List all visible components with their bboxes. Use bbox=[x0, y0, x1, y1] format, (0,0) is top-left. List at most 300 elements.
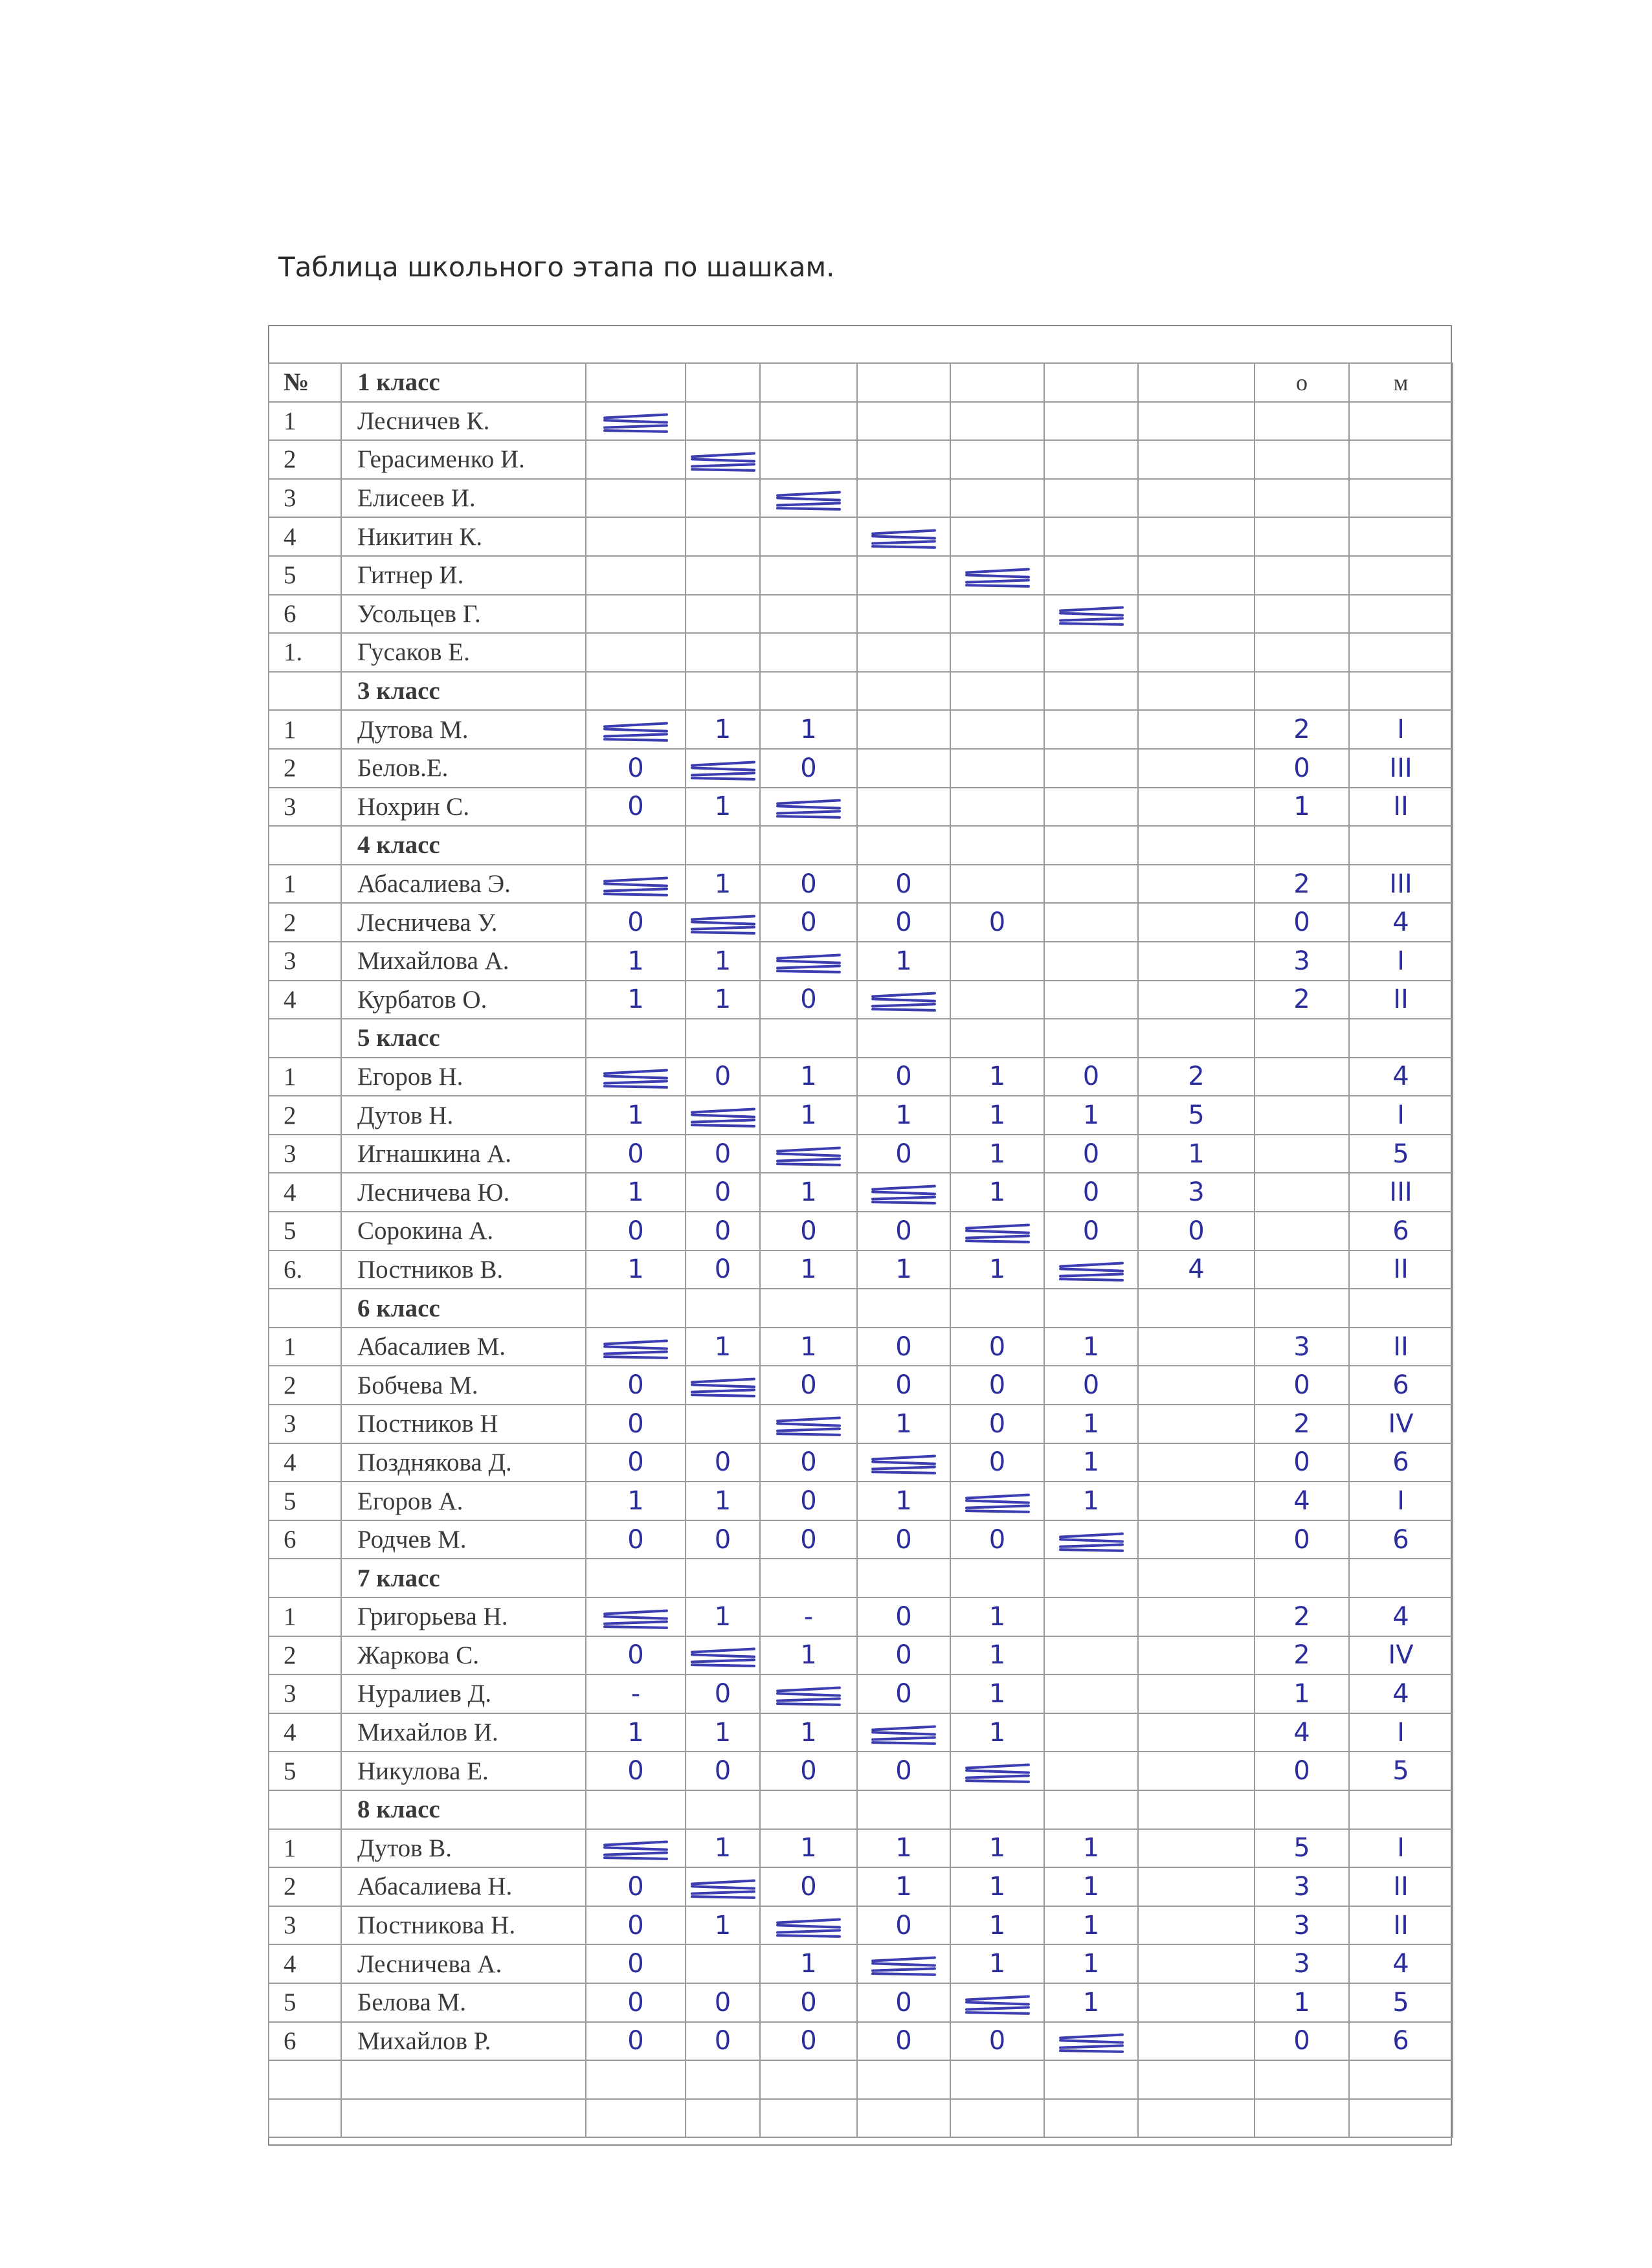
empty-cell bbox=[269, 2099, 341, 2138]
game-result-cell bbox=[1044, 981, 1138, 1019]
game-result-cell: 0 bbox=[950, 1405, 1044, 1443]
game-result-cell: 1 bbox=[586, 981, 686, 1019]
game-result-cell: 1 bbox=[950, 1058, 1044, 1096]
player-row bbox=[269, 1597, 1453, 1636]
game-result-cell: 0 bbox=[760, 865, 857, 904]
player-number: 3 bbox=[269, 942, 341, 981]
empty-cell bbox=[857, 2060, 950, 2099]
game-result-cell: 1 bbox=[950, 1906, 1044, 1945]
game-result-cell: 1 bbox=[686, 1829, 760, 1868]
empty-row bbox=[269, 2060, 1453, 2099]
game-result-cell: 1 bbox=[1044, 1405, 1138, 1443]
game-result-cell: 0 bbox=[686, 1443, 760, 1482]
game-result-cell bbox=[950, 440, 1044, 479]
game-result-cell: 1 bbox=[686, 710, 760, 749]
player-row bbox=[269, 749, 1453, 788]
class-header-empty-cell bbox=[1138, 672, 1255, 711]
player-row bbox=[269, 1096, 1453, 1135]
game-result-cell: 0 bbox=[857, 1328, 950, 1366]
player-row bbox=[269, 865, 1453, 904]
player-row bbox=[269, 1829, 1453, 1868]
empty-cell bbox=[950, 2060, 1044, 2099]
place-cell: I bbox=[1349, 1829, 1453, 1868]
place-cell: II bbox=[1349, 981, 1453, 1019]
game-result-cell: 1 bbox=[950, 1944, 1044, 1983]
class-label: 8 класс bbox=[341, 1790, 586, 1829]
class-header-empty-cell bbox=[950, 826, 1044, 865]
points-cell: 4 bbox=[1255, 1482, 1349, 1520]
class-header-empty-cell bbox=[857, 1559, 950, 1597]
class-header-empty-cell bbox=[1349, 672, 1453, 711]
points-cell bbox=[1255, 633, 1349, 672]
points-cell bbox=[1255, 479, 1349, 518]
crossed-out-mark bbox=[603, 1337, 668, 1359]
game-result-cell bbox=[857, 479, 950, 518]
player-row bbox=[269, 2022, 1453, 2061]
game-result-cell: 0 bbox=[857, 1135, 950, 1173]
crossed-out-mark bbox=[1059, 2031, 1124, 2053]
game-result-cell: 1 bbox=[586, 1251, 686, 1289]
points-cell bbox=[1255, 440, 1349, 479]
player-name: Дутов В. bbox=[341, 1829, 586, 1868]
self-game-cell bbox=[857, 981, 950, 1019]
game-result-cell bbox=[1138, 1520, 1255, 1559]
game-result-cell: 0 bbox=[686, 1520, 760, 1559]
game-result-cell bbox=[1138, 1751, 1255, 1790]
empty-cell bbox=[1044, 2099, 1138, 2138]
class-label: 4 класс bbox=[341, 826, 586, 865]
self-game-cell bbox=[950, 556, 1044, 595]
player-name: Дутов Н. bbox=[341, 1096, 586, 1135]
game-result-cell bbox=[857, 710, 950, 749]
game-result-cell: 0 bbox=[686, 1212, 760, 1251]
player-name: Сорокина А. bbox=[341, 1212, 586, 1251]
game-result-cell: 0 bbox=[857, 1212, 950, 1251]
game-result-cell bbox=[950, 595, 1044, 634]
class-header-empty-cell bbox=[950, 1559, 1044, 1597]
points-cell: 1 bbox=[1255, 1674, 1349, 1713]
class-header-empty-cell bbox=[1255, 826, 1349, 865]
class-header-empty-cell bbox=[586, 1559, 686, 1597]
self-game-cell bbox=[760, 479, 857, 518]
game-result-cell: 1 bbox=[760, 1058, 857, 1096]
points-cell bbox=[1255, 1212, 1349, 1251]
player-row bbox=[269, 556, 1453, 595]
game-result-cell bbox=[1138, 981, 1255, 1019]
place-cell: I bbox=[1349, 1482, 1453, 1520]
game-result-cell: 0 bbox=[586, 749, 686, 788]
player-number: 4 bbox=[269, 1944, 341, 1983]
place-cell bbox=[1349, 633, 1453, 672]
crossed-out-mark bbox=[603, 411, 668, 433]
crossed-out-mark bbox=[776, 1684, 841, 1706]
game-result-cell: 0 bbox=[586, 1135, 686, 1173]
player-name: Бобчева М. bbox=[341, 1366, 586, 1405]
header-empty-cell bbox=[857, 363, 950, 402]
game-result-cell: 0 bbox=[686, 1251, 760, 1289]
player-row bbox=[269, 1443, 1453, 1482]
game-result-cell: 0 bbox=[857, 2022, 950, 2061]
player-name: Михайлов Р. bbox=[341, 2022, 586, 2061]
game-result-cell: 0 bbox=[950, 1520, 1044, 1559]
game-result-cell: 1 bbox=[586, 942, 686, 981]
place-cell: 4 bbox=[1349, 1058, 1453, 1096]
game-result-cell: 1 bbox=[950, 1829, 1044, 1868]
player-number: 2 bbox=[269, 1366, 341, 1405]
class-header-empty-cell bbox=[857, 672, 950, 711]
game-result-cell: 1 bbox=[686, 1482, 760, 1520]
game-result-cell bbox=[1138, 903, 1255, 942]
class-header-empty-cell bbox=[1349, 826, 1453, 865]
player-row bbox=[269, 1906, 1453, 1945]
player-row bbox=[269, 1366, 1453, 1405]
place-cell: III bbox=[1349, 865, 1453, 904]
points-cell: 2 bbox=[1255, 710, 1349, 749]
game-result-cell: 1 bbox=[686, 1328, 760, 1366]
game-result-cell bbox=[1138, 595, 1255, 634]
game-result-cell bbox=[1138, 556, 1255, 595]
class-header-empty-cell bbox=[586, 672, 686, 711]
self-game-cell bbox=[686, 440, 760, 479]
player-number: 3 bbox=[269, 479, 341, 518]
game-result-cell bbox=[1044, 865, 1138, 904]
class-header-empty-cell bbox=[1138, 1559, 1255, 1597]
player-row bbox=[269, 1482, 1453, 1520]
game-result-cell bbox=[1138, 1366, 1255, 1405]
class-header-empty-cell bbox=[686, 826, 760, 865]
points-cell bbox=[1255, 1173, 1349, 1212]
header-empty-cell bbox=[760, 363, 857, 402]
points-cell: 2 bbox=[1255, 1636, 1349, 1675]
player-name: Позднякова Д. bbox=[341, 1443, 586, 1482]
place-cell: II bbox=[1349, 1328, 1453, 1366]
points-cell: 5 bbox=[1255, 1829, 1349, 1868]
game-result-cell bbox=[586, 633, 686, 672]
game-result-cell bbox=[1138, 1443, 1255, 1482]
player-number: 3 bbox=[269, 1135, 341, 1173]
class-header-row bbox=[269, 1019, 1453, 1058]
player-name: Герасименко И. bbox=[341, 440, 586, 479]
game-result-cell: 1 bbox=[686, 1906, 760, 1945]
points-cell bbox=[1255, 1058, 1349, 1096]
game-result-cell bbox=[686, 1944, 760, 1983]
place-cell: 5 bbox=[1349, 1135, 1453, 1173]
crossed-out-mark bbox=[603, 1607, 668, 1629]
game-result-cell: 0 bbox=[857, 1983, 950, 2022]
player-row bbox=[269, 517, 1453, 556]
game-result-cell: 1 bbox=[686, 788, 760, 827]
place-cell: 6 bbox=[1349, 1366, 1453, 1405]
place-cell bbox=[1349, 556, 1453, 595]
crossed-out-mark bbox=[776, 1144, 841, 1166]
game-result-cell bbox=[950, 788, 1044, 827]
game-result-cell bbox=[950, 633, 1044, 672]
header-empty-cell bbox=[586, 363, 686, 402]
crossed-out-mark bbox=[603, 874, 668, 896]
player-name: Игнашкина А. bbox=[341, 1135, 586, 1173]
game-result-cell: 0 bbox=[760, 903, 857, 942]
self-game-cell bbox=[760, 1906, 857, 1945]
game-result-cell: 0 bbox=[586, 788, 686, 827]
points-cell: 3 bbox=[1255, 1944, 1349, 1983]
points-cell: 2 bbox=[1255, 981, 1349, 1019]
self-game-cell bbox=[586, 865, 686, 904]
player-row bbox=[269, 633, 1453, 672]
game-result-cell bbox=[760, 517, 857, 556]
header-empty-cell bbox=[686, 363, 760, 402]
empty-cell bbox=[1138, 2099, 1255, 2138]
class-header-empty-cell bbox=[686, 1790, 760, 1829]
class-header-row bbox=[269, 1790, 1453, 1829]
self-game-cell bbox=[857, 1173, 950, 1212]
player-number: 5 bbox=[269, 1212, 341, 1251]
game-result-cell bbox=[1044, 1636, 1138, 1675]
player-row bbox=[269, 1751, 1453, 1790]
self-game-cell bbox=[686, 903, 760, 942]
game-result-cell bbox=[950, 749, 1044, 788]
self-game-cell bbox=[760, 1135, 857, 1173]
crossed-out-mark bbox=[603, 1838, 668, 1860]
game-result-cell: 0 bbox=[686, 1674, 760, 1713]
player-name: Гитнер И. bbox=[341, 556, 586, 595]
player-number: 5 bbox=[269, 1751, 341, 1790]
player-row bbox=[269, 479, 1453, 518]
place-cell: I bbox=[1349, 1713, 1453, 1752]
player-name: Егоров Н. bbox=[341, 1058, 586, 1096]
empty-cell bbox=[586, 2060, 686, 2099]
class-label: 5 класс bbox=[341, 1019, 586, 1058]
game-result-cell bbox=[586, 479, 686, 518]
class-header-empty-cell bbox=[950, 1019, 1044, 1058]
points-cell: 0 bbox=[1255, 1366, 1349, 1405]
player-number: 4 bbox=[269, 1173, 341, 1212]
player-row bbox=[269, 1135, 1453, 1173]
self-game-cell bbox=[686, 1867, 760, 1906]
game-result-cell: 0 bbox=[760, 1867, 857, 1906]
player-row bbox=[269, 1636, 1453, 1675]
game-result-cell: 0 bbox=[950, 1328, 1044, 1366]
player-number: 2 bbox=[269, 903, 341, 942]
class-header-num bbox=[269, 1019, 341, 1058]
results-table bbox=[268, 362, 1453, 2138]
game-result-cell: - bbox=[760, 1597, 857, 1636]
game-result-cell bbox=[857, 440, 950, 479]
empty-cell bbox=[950, 2099, 1044, 2138]
class-label: 3 класс bbox=[341, 672, 586, 711]
game-result-cell: 1 bbox=[586, 1482, 686, 1520]
player-number: 4 bbox=[269, 517, 341, 556]
class-header-empty-cell bbox=[1255, 1790, 1349, 1829]
place-cell bbox=[1349, 402, 1453, 441]
game-result-cell bbox=[1138, 2022, 1255, 2061]
game-result-cell: 0 bbox=[686, 1135, 760, 1173]
player-row bbox=[269, 402, 1453, 441]
player-name: Постников Н bbox=[341, 1405, 586, 1443]
game-result-cell: 1 bbox=[760, 1944, 857, 1983]
header-row bbox=[269, 363, 1453, 402]
player-name: Елисеев И. bbox=[341, 479, 586, 518]
class-header-empty-cell bbox=[1349, 1289, 1453, 1328]
points-cell: 2 bbox=[1255, 1405, 1349, 1443]
class-header-row bbox=[269, 1289, 1453, 1328]
class-header-empty-cell bbox=[760, 1289, 857, 1328]
game-result-cell bbox=[586, 595, 686, 634]
points-cell: 4 bbox=[1255, 1713, 1349, 1752]
game-result-cell: 0 bbox=[686, 2022, 760, 2061]
crossed-out-mark bbox=[691, 1877, 755, 1899]
game-result-cell bbox=[686, 479, 760, 518]
class-header-empty-cell bbox=[1138, 1790, 1255, 1829]
game-result-cell bbox=[950, 865, 1044, 904]
player-number: 4 bbox=[269, 981, 341, 1019]
header-empty-cell bbox=[950, 363, 1044, 402]
game-result-cell: 1 bbox=[586, 1713, 686, 1752]
player-number: 1 bbox=[269, 1597, 341, 1636]
crossed-out-mark bbox=[1059, 604, 1124, 626]
empty-cell bbox=[686, 2060, 760, 2099]
player-row bbox=[269, 981, 1453, 1019]
game-result-cell: 1 bbox=[1044, 1906, 1138, 1945]
game-result-cell: 1 bbox=[950, 1674, 1044, 1713]
game-result-cell bbox=[1044, 402, 1138, 441]
game-result-cell bbox=[1138, 1983, 1255, 2022]
self-game-cell bbox=[586, 1328, 686, 1366]
class-header-empty-cell bbox=[760, 826, 857, 865]
self-game-cell bbox=[1044, 595, 1138, 634]
crossed-out-mark bbox=[776, 1916, 841, 1938]
self-game-cell bbox=[950, 1983, 1044, 2022]
place-cell bbox=[1349, 440, 1453, 479]
crossed-out-mark bbox=[691, 1375, 755, 1397]
place-cell: I bbox=[1349, 1096, 1453, 1135]
game-result-cell: 0 bbox=[950, 2022, 1044, 2061]
game-result-cell bbox=[1044, 440, 1138, 479]
place-cell: III bbox=[1349, 749, 1453, 788]
game-result-cell bbox=[1138, 633, 1255, 672]
self-game-cell bbox=[857, 517, 950, 556]
player-number: 1 bbox=[269, 1328, 341, 1366]
player-number: 2 bbox=[269, 1867, 341, 1906]
game-result-cell bbox=[1044, 1597, 1138, 1636]
self-game-cell bbox=[586, 1829, 686, 1868]
results-table-body bbox=[269, 363, 1453, 2137]
game-result-cell bbox=[950, 402, 1044, 441]
game-result-cell bbox=[586, 517, 686, 556]
game-result-cell: 1 bbox=[950, 1597, 1044, 1636]
game-result-cell: 1 bbox=[950, 1173, 1044, 1212]
game-result-cell bbox=[760, 556, 857, 595]
self-game-cell bbox=[760, 942, 857, 981]
game-result-cell bbox=[950, 479, 1044, 518]
game-result-cell: 4 bbox=[1138, 1251, 1255, 1289]
game-result-cell: 0 bbox=[857, 865, 950, 904]
game-result-cell: 1 bbox=[586, 1096, 686, 1135]
player-name: Лесничев К. bbox=[341, 402, 586, 441]
class-header-empty-cell bbox=[1255, 1559, 1349, 1597]
game-result-cell bbox=[586, 556, 686, 595]
place-cell: I bbox=[1349, 942, 1453, 981]
points-cell: 0 bbox=[1255, 2022, 1349, 2061]
points-cell: 3 bbox=[1255, 1328, 1349, 1366]
game-result-cell bbox=[950, 981, 1044, 1019]
class-header-empty-cell bbox=[1044, 826, 1138, 865]
class-header-empty-cell bbox=[586, 1019, 686, 1058]
game-result-cell bbox=[1138, 942, 1255, 981]
place-cell: II bbox=[1349, 1867, 1453, 1906]
game-result-cell bbox=[760, 633, 857, 672]
game-result-cell bbox=[760, 402, 857, 441]
game-result-cell: 5 bbox=[1138, 1096, 1255, 1135]
player-name: Абасалиева Э. bbox=[341, 865, 586, 904]
game-result-cell: 0 bbox=[857, 1597, 950, 1636]
player-name: Нохрин С. bbox=[341, 788, 586, 827]
crossed-out-mark bbox=[965, 1761, 1030, 1783]
player-name: Лесничева А. bbox=[341, 1944, 586, 1983]
game-result-cell: 0 bbox=[586, 1443, 686, 1482]
crossed-out-mark bbox=[776, 489, 841, 511]
game-result-cell bbox=[950, 710, 1044, 749]
game-result-cell: 1 bbox=[1044, 1443, 1138, 1482]
place-cell: IV bbox=[1349, 1405, 1453, 1443]
empty-cell bbox=[269, 2060, 341, 2099]
game-result-cell: 1 bbox=[857, 1482, 950, 1520]
player-number: 1. bbox=[269, 633, 341, 672]
empty-cell bbox=[341, 2099, 586, 2138]
game-result-cell: 0 bbox=[1044, 1212, 1138, 1251]
game-result-cell: 1 bbox=[950, 1135, 1044, 1173]
game-result-cell bbox=[857, 595, 950, 634]
crossed-out-mark bbox=[871, 1183, 936, 1205]
game-result-cell: 1 bbox=[686, 1713, 760, 1752]
game-result-cell bbox=[686, 1405, 760, 1443]
game-result-cell: 0 bbox=[586, 1636, 686, 1675]
player-row bbox=[269, 1405, 1453, 1443]
player-name: Абасалиева Н. bbox=[341, 1867, 586, 1906]
player-number: 2 bbox=[269, 440, 341, 479]
game-result-cell bbox=[1138, 788, 1255, 827]
player-number: 6 bbox=[269, 1520, 341, 1559]
game-result-cell: 0 bbox=[586, 1366, 686, 1405]
class-header-empty-cell bbox=[1044, 1790, 1138, 1829]
game-result-cell: 1 bbox=[586, 1173, 686, 1212]
game-result-cell bbox=[686, 595, 760, 634]
points-cell bbox=[1255, 556, 1349, 595]
game-result-cell: 0 bbox=[760, 1482, 857, 1520]
game-result-cell: 0 bbox=[950, 1443, 1044, 1482]
place-cell: 4 bbox=[1349, 903, 1453, 942]
self-game-cell bbox=[857, 1713, 950, 1752]
game-result-cell bbox=[686, 633, 760, 672]
game-result-cell: 1 bbox=[857, 1829, 950, 1868]
game-result-cell: 1 bbox=[760, 1713, 857, 1752]
game-result-cell: 0 bbox=[586, 2022, 686, 2061]
class-header-empty-cell bbox=[760, 1019, 857, 1058]
player-number: 3 bbox=[269, 1906, 341, 1945]
game-result-cell: 1 bbox=[1138, 1135, 1255, 1173]
points-cell: 3 bbox=[1255, 1867, 1349, 1906]
player-number: 3 bbox=[269, 1674, 341, 1713]
player-number: 1 bbox=[269, 1058, 341, 1096]
self-game-cell bbox=[1044, 1251, 1138, 1289]
game-result-cell: 1 bbox=[857, 942, 950, 981]
game-result-cell bbox=[1138, 710, 1255, 749]
game-result-cell: 0 bbox=[586, 1212, 686, 1251]
place-cell: III bbox=[1349, 1173, 1453, 1212]
game-result-cell bbox=[1138, 1405, 1255, 1443]
points-cell bbox=[1255, 1135, 1349, 1173]
game-result-cell bbox=[1044, 942, 1138, 981]
game-result-cell: 0 bbox=[1044, 1173, 1138, 1212]
